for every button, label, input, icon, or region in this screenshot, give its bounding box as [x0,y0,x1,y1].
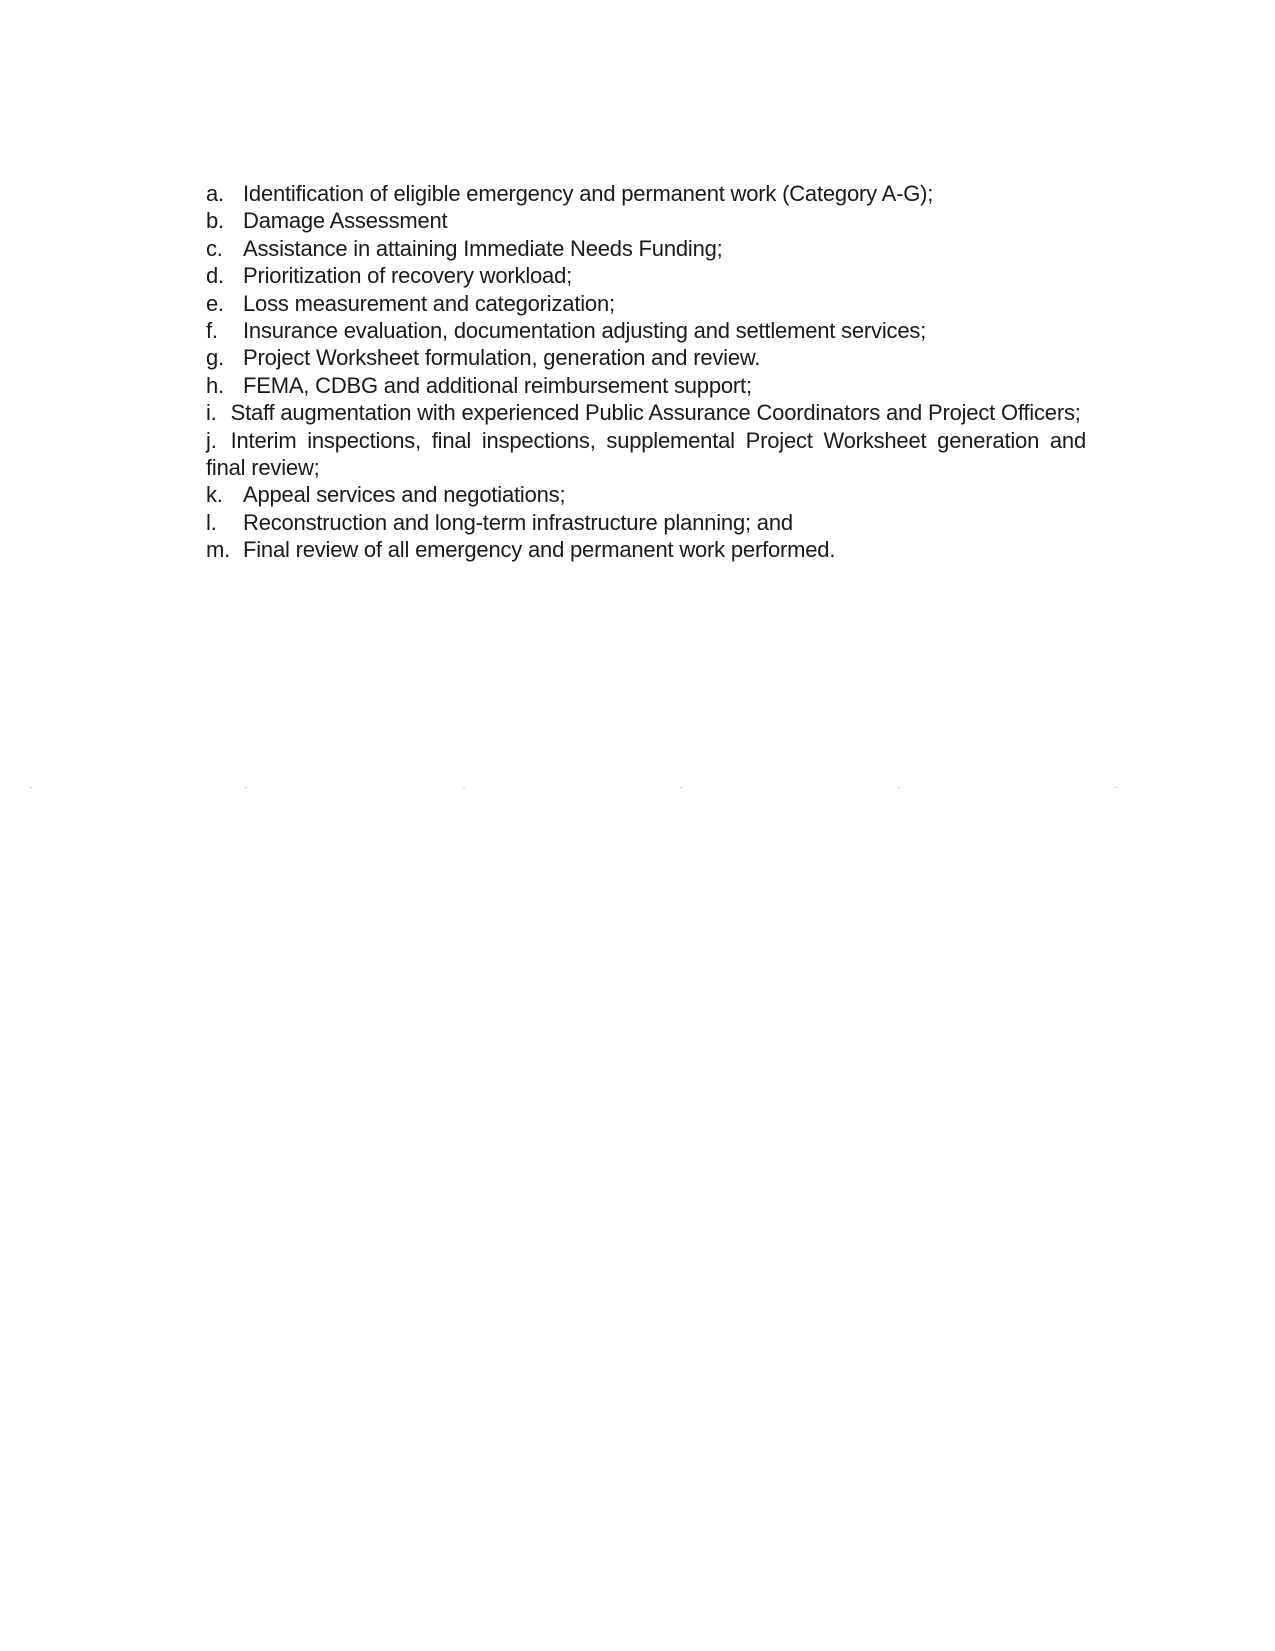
list-item [206,290,1086,317]
list-item-text: Staff augmentation with experienced Public Assurance Coordinators and Project Officers; [230,400,1081,426]
list-item [206,399,1086,426]
list-item-text: Final review of all emergency and permanent work performed. [243,537,836,563]
list-item [206,317,1086,344]
list-marker: d. [206,263,224,289]
list-item [206,372,1086,399]
list-item-text: Project Worksheet formulation, generation and review. [243,345,761,371]
list-item-text: Appeal services and negotiations; [243,482,566,508]
list-item [206,207,1086,234]
scan-speck [898,787,900,788]
list-item [206,344,1086,371]
services-list [206,180,1086,564]
list-item-text: Reconstruction and long-term infrastructure planning; and [243,509,793,535]
scan-speck [680,787,682,788]
list-marker: l. [206,509,217,535]
list-item [206,262,1086,289]
list-item-text: Identification of eligible emergency and permanent work (Category A-G); [243,181,934,206]
list-marker: h. [206,372,224,398]
list-item [206,536,1086,563]
list-item-text: Interim inspections, final inspections, supplemental Project Worksheet generation and final review; [206,427,1086,481]
list-marker: e. [206,290,224,316]
list-marker: c. [206,235,223,261]
list-item [206,180,1086,207]
list-marker: a. [206,181,224,206]
list-marker: m. [206,537,231,563]
list-marker: f. [206,318,218,344]
list-item [206,481,1086,508]
scan-speck [1115,787,1117,788]
list-item-text: Damage Assessment [243,208,448,234]
list-item [206,235,1086,262]
list-item-text: Loss measurement and categorization; [243,290,615,316]
list-marker: k. [206,482,223,508]
list-marker: b. [206,208,224,234]
list-item-text: Insurance evaluation, documentation adjusting and settlement services; [243,318,927,344]
list-item-text: Assistance in attaining Immediate Needs Funding; [243,235,723,261]
list-marker: g. [206,345,224,371]
scan-speck [245,787,247,788]
list-item-text: Prioritization of recovery workload; [243,263,573,289]
scan-speck [30,787,32,788]
list-item [206,427,1086,482]
list-marker: j. [206,427,217,453]
scan-speck [463,787,465,788]
list-marker: i. [206,400,217,426]
list-item [206,509,1086,536]
list-item-text: FEMA, CDBG and additional reimbursement support; [243,372,752,398]
